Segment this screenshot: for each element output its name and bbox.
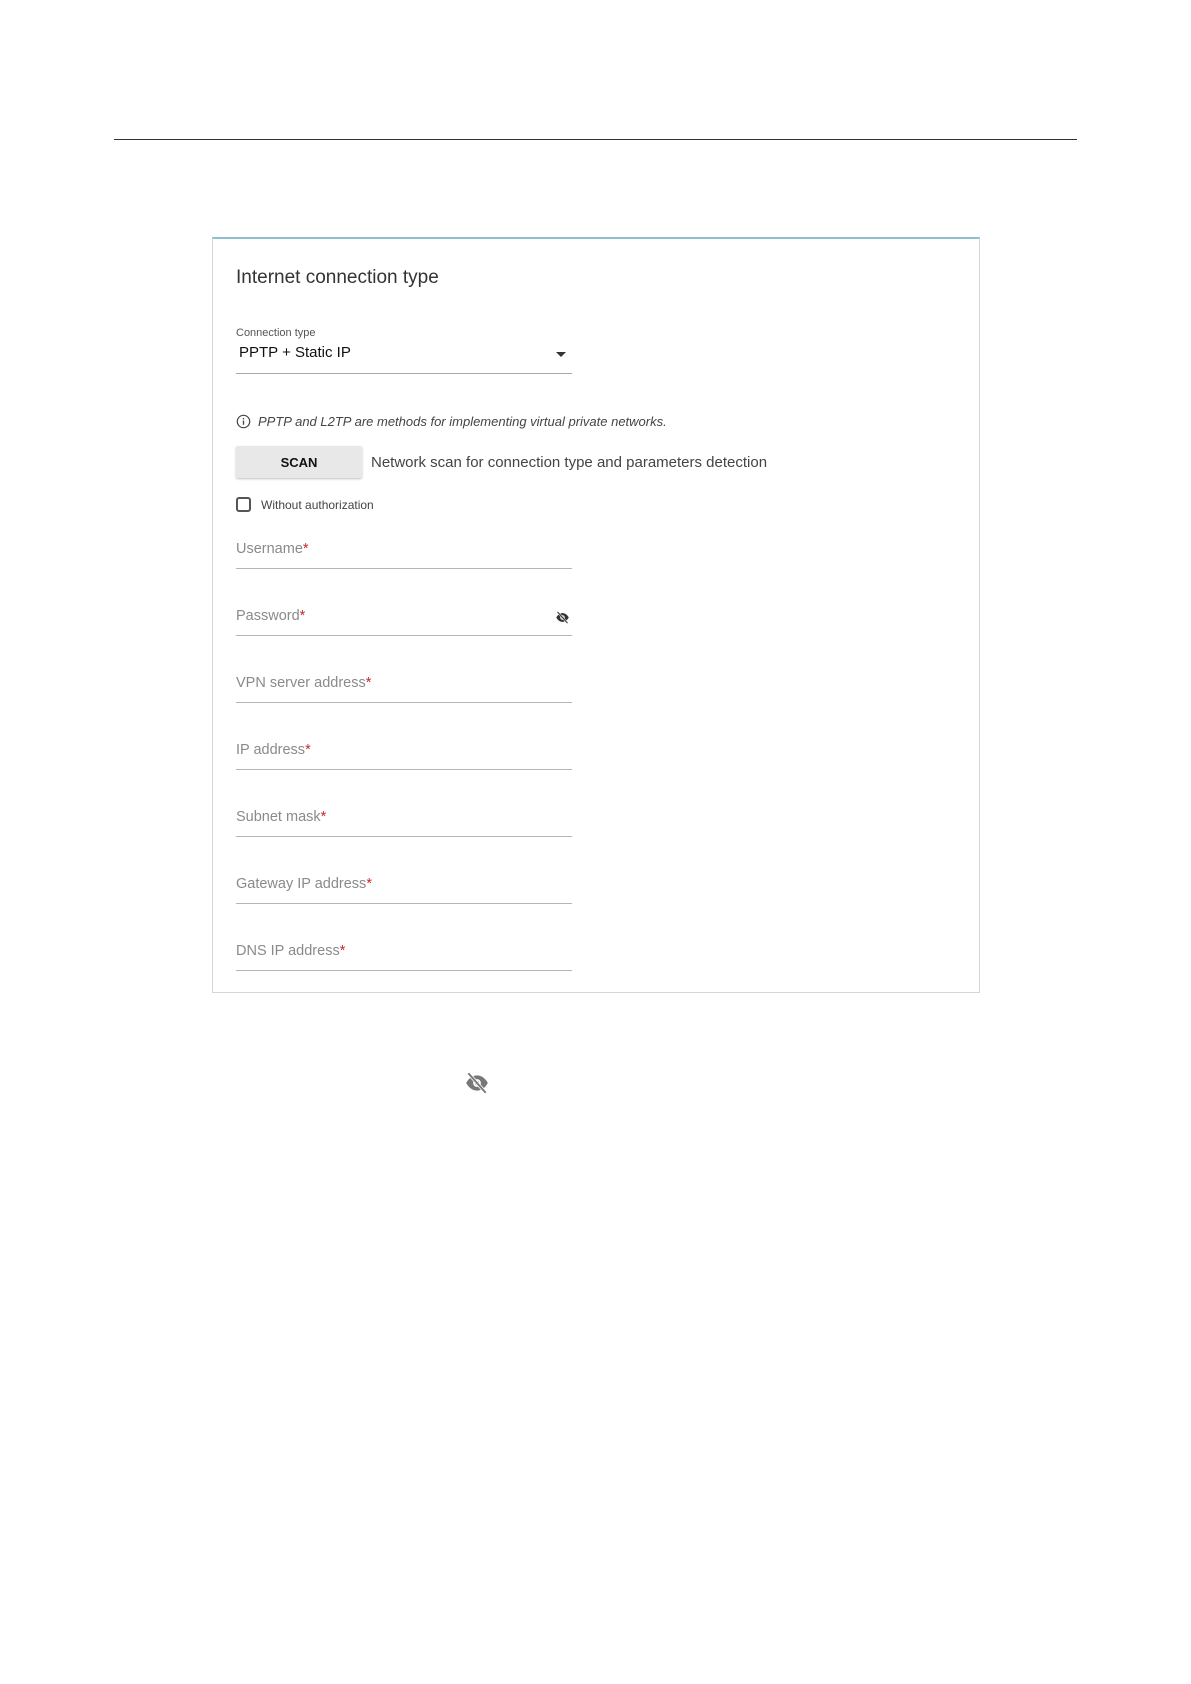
without-authorization-row xyxy=(236,497,374,512)
connection-type-select[interactable] xyxy=(236,327,572,374)
header-rule xyxy=(114,139,1077,140)
connection-type-value: PPTP + Static IP xyxy=(239,344,351,361)
vpn-server-address-label: VPN server address* xyxy=(236,675,372,691)
panel-title: Internet connection type xyxy=(236,267,439,288)
scan-button[interactable]: SCAN xyxy=(236,446,362,478)
required-mark: * xyxy=(299,608,306,624)
gateway-ip-address-label: Gateway IP address* xyxy=(236,876,372,892)
password-field[interactable] xyxy=(236,603,572,636)
info-text: PPTP and L2TP are methods for implementing virtual private networks. xyxy=(258,413,667,429)
ip-address-field[interactable] xyxy=(236,737,572,770)
vpn-server-address-field[interactable] xyxy=(236,670,572,703)
required-mark: * xyxy=(339,943,346,959)
eye-off-icon xyxy=(464,1070,490,1096)
scan-row xyxy=(236,446,767,478)
without-authorization-checkbox[interactable] xyxy=(236,497,251,512)
dropdown-caret-icon[interactable] xyxy=(556,352,566,357)
connection-type-label: Connection type xyxy=(236,327,316,339)
eye-off-icon[interactable] xyxy=(555,610,570,625)
required-mark: * xyxy=(305,742,311,758)
dns-ip-address-field[interactable] xyxy=(236,938,572,971)
required-mark: * xyxy=(365,675,372,691)
info-icon xyxy=(236,414,251,429)
scan-description: Network scan for connection type and parameters detection xyxy=(371,453,768,471)
required-mark: * xyxy=(320,809,327,825)
required-mark: * xyxy=(302,541,309,557)
subnet-mask-label: Subnet mask* xyxy=(236,809,327,825)
internet-connection-panel xyxy=(212,237,980,993)
required-mark: * xyxy=(366,876,372,892)
ip-address-label: IP address* xyxy=(236,742,311,758)
username-field[interactable] xyxy=(236,536,572,569)
username-label: Username* xyxy=(236,541,309,557)
info-note xyxy=(236,412,667,430)
password-label: Password* xyxy=(236,608,306,624)
gateway-ip-address-field[interactable] xyxy=(236,871,572,904)
dns-ip-address-label: DNS IP address* xyxy=(236,943,346,959)
without-authorization-label: Without authorization xyxy=(261,497,374,512)
subnet-mask-field[interactable] xyxy=(236,804,572,837)
